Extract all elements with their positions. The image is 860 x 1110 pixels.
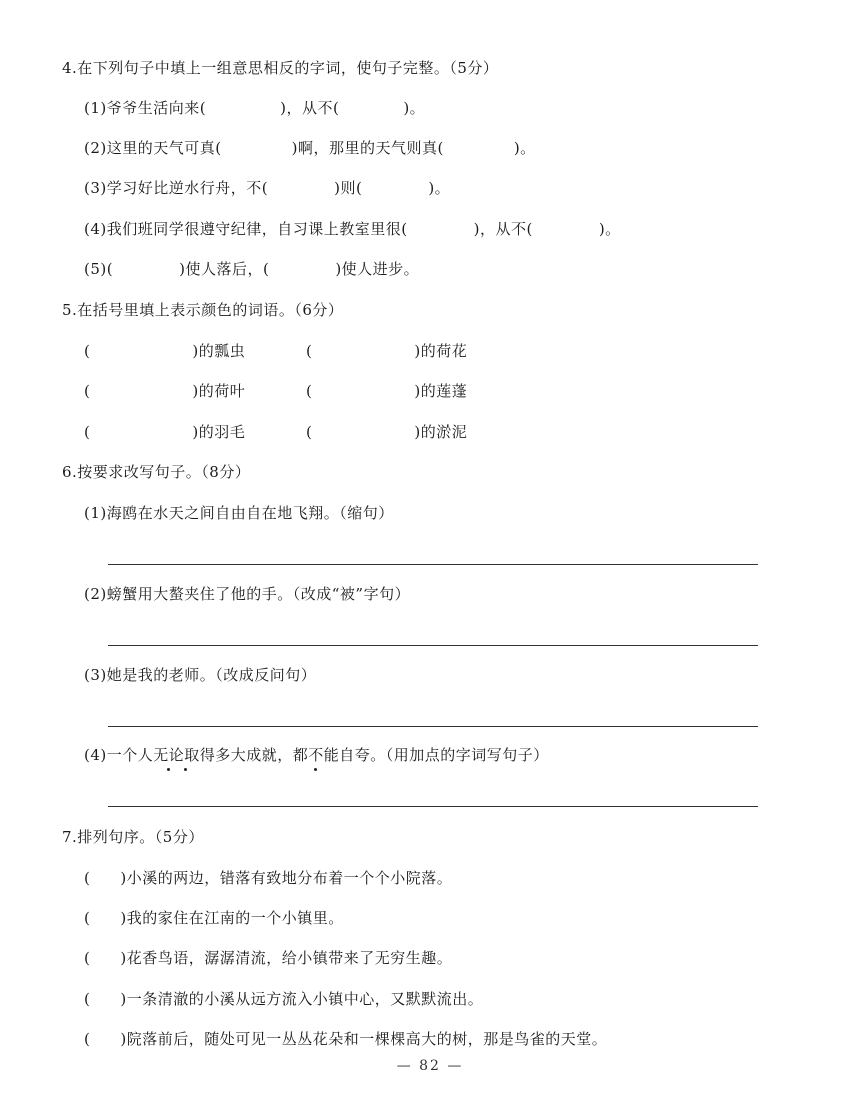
emphasis-dot (314, 768, 317, 771)
q5-cell-3-open: ( (84, 382, 91, 400)
q5-cell-1 (84, 341, 245, 361)
q6-answer-line-1[interactable] (108, 564, 758, 565)
q6-item-2: (2)螃蟹用大螯夹住了他的手。（改成“被”字句） (84, 585, 411, 603)
q7-item-5-text: )院落前后，随处可见一丛丛花朵和一棵棵高大的树，那是鸟雀的天堂。 (120, 1030, 608, 1048)
q5-cell-1-open: ( (84, 342, 91, 360)
q4-item-4-part-b: )，从不( (473, 220, 533, 238)
q5-cell-3 (84, 381, 245, 401)
q7-item-4-open: ( (84, 990, 91, 1008)
q4-title: 4.在下列句子中填上一组意思相反的字词，使句子完整。（5分） (62, 59, 499, 77)
q5-cell-4-label: )的莲蓬 (414, 382, 468, 400)
q4-item-2-part-b: )啊，那里的天气则真( (291, 139, 444, 157)
q4-item-3-part-a: (3)学习好比逆水行舟，不( (84, 179, 269, 197)
q4-item-4-part-c: )。 (598, 220, 621, 238)
q5-cell-5 (84, 422, 245, 442)
q7-title: 7.排列句序。（5分） (62, 828, 204, 846)
q4-item-2-part-a: (2)这里的天气可真( (84, 139, 222, 157)
q7-item-2 (84, 908, 344, 928)
q5-cell-2-open: ( (306, 342, 313, 360)
q6-item-3: (3)她是我的老师。（改成反问句） (84, 666, 317, 684)
q5-cell-6-open: ( (306, 423, 313, 441)
q4-item-1-part-b: )，从不( (280, 99, 340, 117)
q5-cell-6 (306, 422, 467, 442)
q4-item-5-part-a: (5)( (84, 260, 114, 278)
q4-item-2-part-c: )。 (513, 139, 536, 157)
q4-item-5-part-c: )使人进步。 (335, 260, 420, 278)
q4-item-4-part-a: (4)我们班同学很遵守纪律，自习课上教室里很( (84, 220, 408, 238)
q7-item-4 (84, 989, 483, 1009)
q4-item-3-part-c: )。 (428, 179, 451, 197)
q4-item-1-part-a: (1)爷爷生活向来( (84, 99, 207, 117)
q6-item-4: (4)一个人无论取得多大成就，都不能自夸。（用加点的字词写句子） (84, 746, 549, 764)
q7-item-3 (84, 948, 452, 968)
q6-answer-line-3[interactable] (108, 726, 758, 727)
q7-item-5 (84, 1029, 607, 1049)
q6-answer-line-4[interactable] (108, 806, 758, 807)
q7-item-5-open: ( (84, 1030, 91, 1048)
emphasis-dot (184, 768, 187, 771)
emphasis-dot (167, 768, 170, 771)
q4-item-1 (84, 98, 425, 118)
page-number: — 82 — (396, 1058, 464, 1074)
q4-item-3-part-b: )则( (334, 179, 363, 197)
q7-item-1-open: ( (84, 869, 91, 887)
q7-item-3-text: )花香鸟语，潺潺清流，给小镇带来了无穷生趣。 (120, 949, 453, 967)
q4-item-2 (84, 138, 536, 158)
q6-title: 6.按要求改写句子。（8分） (62, 463, 251, 481)
q7-item-2-text: )我的家住在江南的一个小镇里。 (120, 909, 344, 927)
q5-cell-5-label: )的羽毛 (192, 423, 246, 441)
q5-cell-3-label: )的荷叶 (192, 382, 246, 400)
q7-item-3-open: ( (84, 949, 91, 967)
q4-item-5 (84, 259, 419, 279)
q5-cell-2 (306, 341, 467, 361)
q7-item-2-open: ( (84, 909, 91, 927)
q6-answer-line-2[interactable] (108, 645, 758, 646)
q5-cell-4 (306, 381, 467, 401)
q5-cell-1-label: )的瓢虫 (192, 342, 246, 360)
q4-item-3 (84, 178, 450, 198)
q7-item-1-text: )小溪的两边，错落有致地分布着一个个小院落。 (120, 869, 453, 887)
q5-cell-2-label: )的荷花 (414, 342, 468, 360)
q5-cell-4-open: ( (306, 382, 313, 400)
q7-item-1 (84, 868, 452, 888)
q4-item-1-part-c: )。 (403, 99, 426, 117)
q4-item-4 (84, 219, 621, 239)
q5-cell-5-open: ( (84, 423, 91, 441)
q6-item-1: (1)海鸥在水天之间自由自在地飞翔。（缩句） (84, 504, 394, 522)
q5-title: 5.在括号里填上表示颜色的词语。（6分） (62, 301, 344, 319)
q7-item-4-text: )一条清澈的小溪从远方流入小镇中心，又默默流出。 (120, 990, 484, 1008)
q5-cell-6-label: )的淤泥 (414, 423, 468, 441)
q4-item-5-part-b: )使人落后，( (179, 260, 270, 278)
